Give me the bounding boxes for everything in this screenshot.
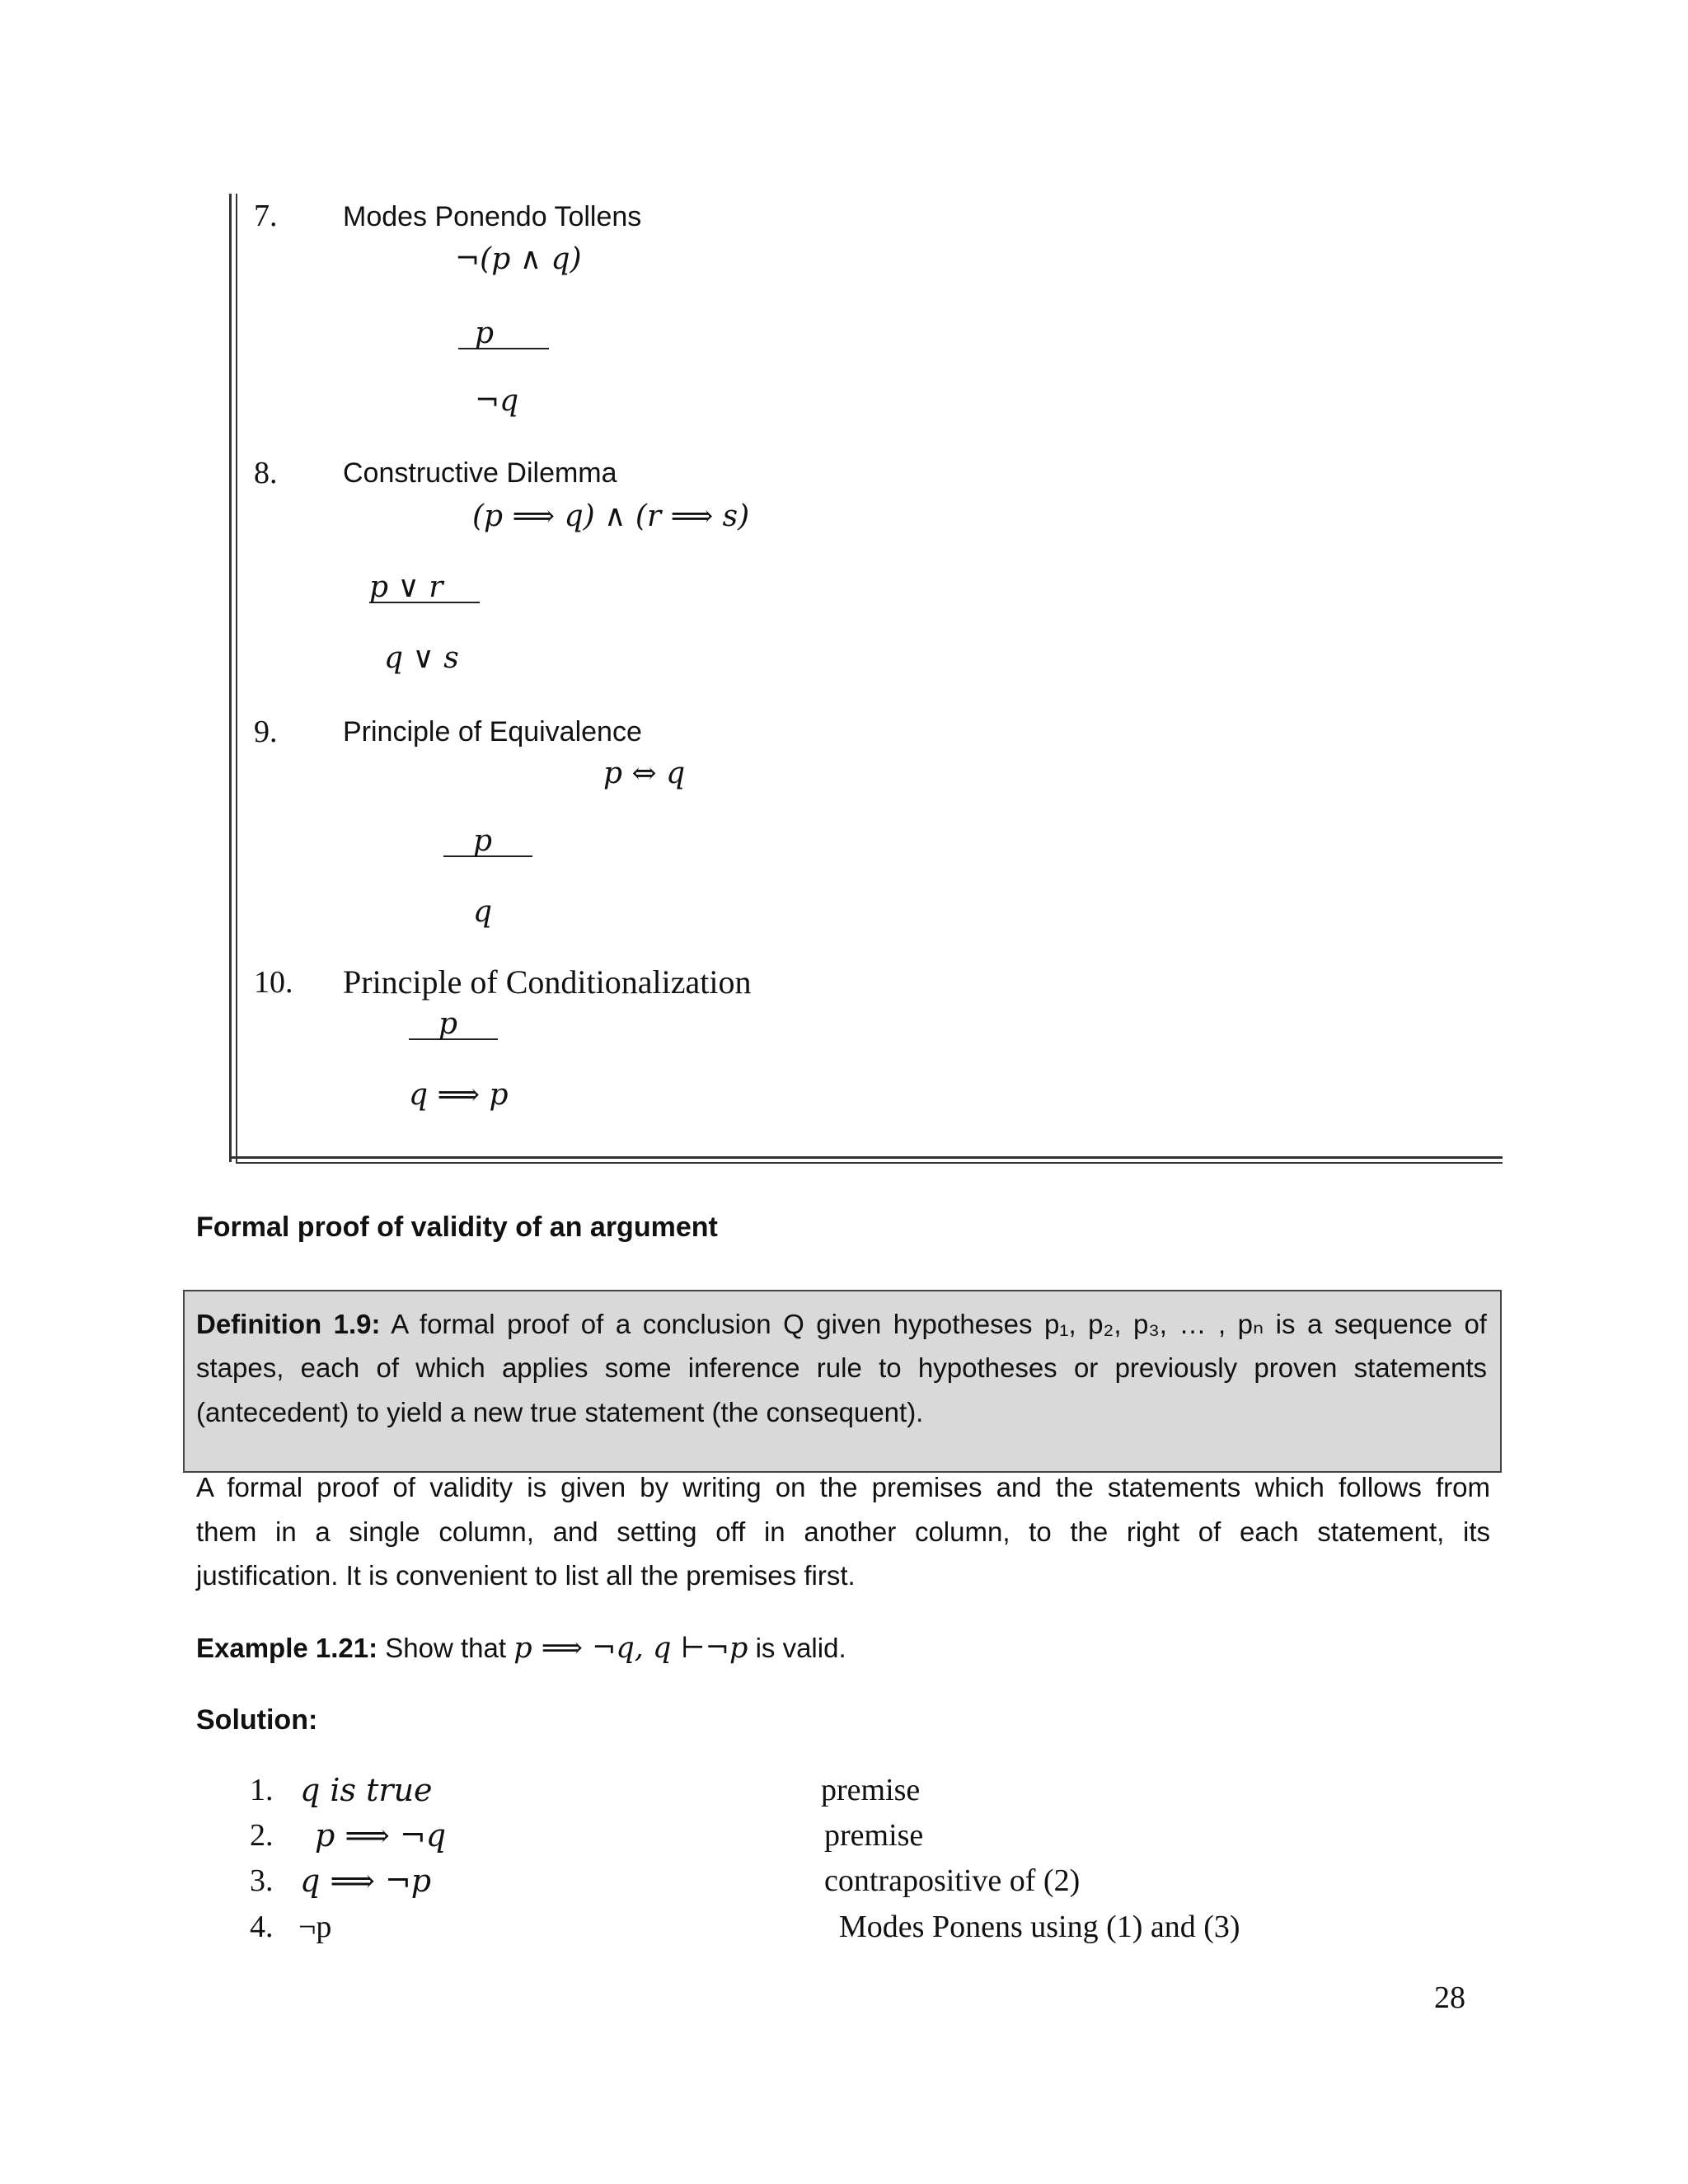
example-text-after: is valid. xyxy=(755,1633,846,1663)
page-number: 28 xyxy=(1434,1980,1465,2015)
step-number: 3. xyxy=(250,1863,274,1898)
rule-conclusion: q xyxy=(473,895,493,929)
rules-frame-border-bottom xyxy=(229,1156,1503,1159)
step-statement: q ⟹ ¬p xyxy=(300,1863,432,1899)
step-justification: contrapositive of (2) xyxy=(824,1863,1081,1898)
definition-line-1 xyxy=(196,1308,1487,1340)
rule-title: Principle of Equivalence xyxy=(343,716,642,748)
definition-line-2: stapes, each of which applies some inference rule to hypotheses or previously proven statements xyxy=(196,1352,1487,1383)
rule-premise-underlined: p xyxy=(458,316,549,349)
step-justification: Modes Ponens using (1) and (3) xyxy=(839,1910,1240,1944)
rule-premise: p ⇔ q xyxy=(603,757,686,790)
section-heading: Formal proof of validity of an argument xyxy=(196,1212,718,1243)
rule-premise-underlined: p ∨ r xyxy=(369,570,480,603)
step-justification: premise xyxy=(824,1818,924,1853)
rules-frame-border-bottom-inner xyxy=(236,1162,1503,1164)
example-expression: p ⟹ ¬q, q ⊢¬p xyxy=(513,1632,748,1665)
rule-number: 9. xyxy=(254,715,278,749)
rule-conclusion: q ∨ s xyxy=(384,641,459,675)
step-number: 2. xyxy=(250,1818,274,1853)
solution-label: Solution: xyxy=(196,1704,318,1736)
rule-number: 10. xyxy=(254,965,293,1000)
rule-title: Modes Ponendo Tollens xyxy=(343,201,642,232)
rule-conclusion: q ⟹ p xyxy=(409,1078,509,1112)
rule-title: Constructive Dilemma xyxy=(343,457,617,489)
rule-title: Principle of Conditionalization xyxy=(343,963,752,1001)
definition-box xyxy=(183,1290,1502,1473)
paragraph-line-3: justification. It is convenient to list all the premises first. xyxy=(196,1560,856,1591)
paragraph-line-1: A formal proof of validity is given by writing on the premises and the statements which follows from xyxy=(196,1472,1490,1502)
rules-frame-border-left-inner xyxy=(236,194,237,1162)
rule-premise: ¬(p ∧ q) xyxy=(455,242,582,276)
step-number: 4. xyxy=(250,1910,274,1944)
example-text: Show that xyxy=(385,1633,507,1663)
definition-text: A formal proof of a conclusion Q given hypotheses p₁, p₂, p₃, … , pₙ is a sequence of xyxy=(391,1309,1487,1339)
definition-line-3: (antecedent) to yield a new true statement (the consequent). xyxy=(196,1397,924,1427)
step-statement-text: q is true xyxy=(300,1772,433,1808)
example xyxy=(196,1632,846,1665)
rule-number: 7. xyxy=(254,199,278,233)
example-label: Example 1.21: xyxy=(196,1633,378,1663)
definition-label: Definition 1.9: xyxy=(196,1309,381,1339)
rule-premise-underlined: p xyxy=(443,824,532,857)
rule-conclusion: ¬q xyxy=(475,384,519,418)
rule-premise: (p ⟹ q) ∧ (r ⟹ s) xyxy=(472,499,750,533)
rule-premise-underlined: p xyxy=(409,1007,498,1040)
step-number: 1. xyxy=(250,1773,274,1807)
rules-frame-border-left xyxy=(229,194,232,1162)
step-statement: ¬p xyxy=(298,1910,332,1944)
step-justification: premise xyxy=(821,1773,921,1807)
step-statement: p ⟹ ¬q xyxy=(315,1817,447,1854)
step-statement xyxy=(300,1772,433,1809)
paragraph-line-2: them in a single column, and setting off in another column, to the right of each statement, its xyxy=(196,1516,1490,1547)
rule-number: 8. xyxy=(254,456,278,490)
